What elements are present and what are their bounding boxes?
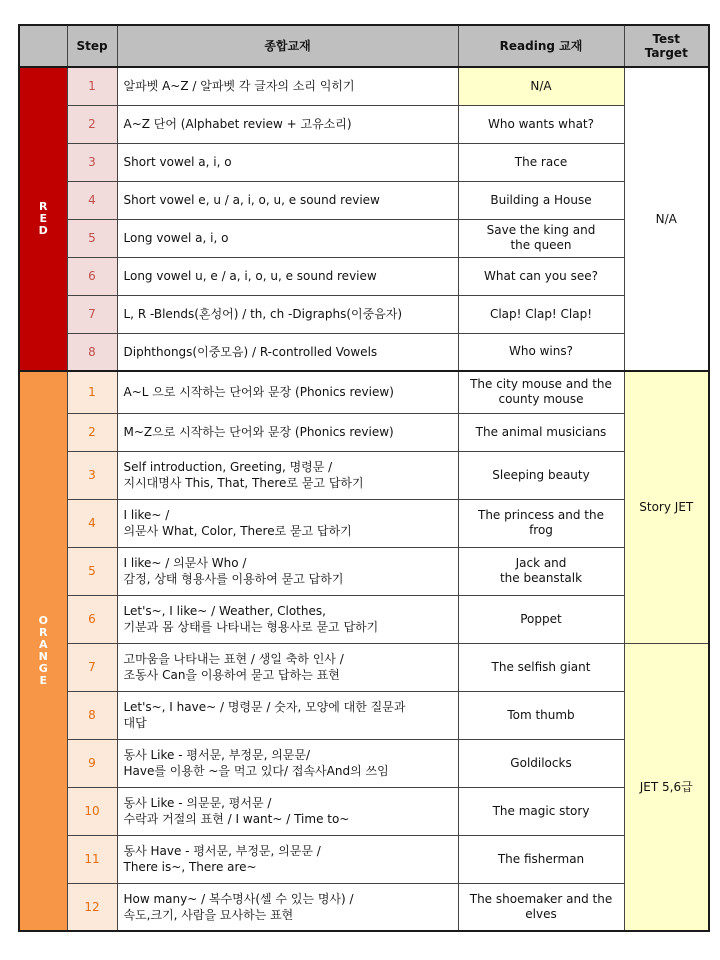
table-row <box>19 883 709 931</box>
step-cell: 2 <box>67 105 117 143</box>
curriculum-table <box>18 24 710 932</box>
step-cell: 2 <box>67 413 117 451</box>
step-cell: 3 <box>67 143 117 181</box>
step-cell: 5 <box>67 547 117 595</box>
topic-cell: Let's~, I have~ / 명령문 / 숫자, 모양에 대한 질문과 대답 <box>117 691 458 739</box>
reading-cell: The shoemaker and the elves <box>458 883 624 931</box>
table-row <box>19 295 709 333</box>
reading-cell: Jack and the beanstalk <box>458 547 624 595</box>
level-label-red: R E D <box>19 67 67 371</box>
table-row <box>19 499 709 547</box>
table-row <box>19 105 709 143</box>
step-cell: 4 <box>67 499 117 547</box>
header-topic: 종합교재 <box>117 25 458 67</box>
table-row <box>19 413 709 451</box>
step-cell: 6 <box>67 257 117 295</box>
topic-cell: Long vowel u, e / a, i, o, u, e sound review <box>117 257 458 295</box>
step-cell: 11 <box>67 835 117 883</box>
reading-cell: Poppet <box>458 595 624 643</box>
topic-cell: L, R -Blends(혼성어) / th, ch -Digraphs(이중음자) <box>117 295 458 333</box>
header-test: Test Target <box>624 25 709 67</box>
test-target-cell: N/A <box>624 67 709 371</box>
reading-cell: Sleeping beauty <box>458 451 624 499</box>
topic-cell: M~Z으로 시작하는 단어와 문장 (Phonics review) <box>117 413 458 451</box>
reading-cell: Goldilocks <box>458 739 624 787</box>
table-row <box>19 595 709 643</box>
table-row <box>19 219 709 257</box>
header-level <box>19 25 67 67</box>
topic-cell: Diphthongs(이중모음) / R-controlled Vowels <box>117 333 458 371</box>
table-row <box>19 451 709 499</box>
reading-cell: Tom thumb <box>458 691 624 739</box>
topic-cell: Let's~, I like~ / Weather, Clothes, 기분과 몸 상태를 나타내는 형용사로 묻고 답하기 <box>117 595 458 643</box>
topic-cell: 동사 Like - 평서문, 부정문, 의문문/ Have를 이용한 ~을 먹고 있다/ 접속사And의 쓰임 <box>117 739 458 787</box>
reading-cell: The selfish giant <box>458 643 624 691</box>
table-row <box>19 739 709 787</box>
topic-cell: I like~ / 의문사 Who / 감정, 상태 형용사를 이용하여 묻고 답하기 <box>117 547 458 595</box>
table-row <box>19 643 709 691</box>
reading-cell: Building a House <box>458 181 624 219</box>
step-cell: 1 <box>67 67 117 105</box>
reading-cell: The city mouse and the county mouse <box>458 371 624 413</box>
step-cell: 10 <box>67 787 117 835</box>
test-target-cell: JET 5,6급 <box>624 643 709 931</box>
reading-cell: The magic story <box>458 787 624 835</box>
step-cell: 9 <box>67 739 117 787</box>
topic-cell: 동사 Have - 평서문, 부정문, 의문문 / There is~, There are~ <box>117 835 458 883</box>
step-cell: 7 <box>67 643 117 691</box>
reading-cell: What can you see? <box>458 257 624 295</box>
topic-cell: 동사 Like - 의문문, 평서문 / 수락과 거절의 표현 / I want~ / Time to~ <box>117 787 458 835</box>
header-row <box>19 25 709 67</box>
topic-cell: How many~ / 복수명사(셀 수 있는 명사) / 속도,크기, 사람을 묘사하는 표현 <box>117 883 458 931</box>
header-step: Step <box>67 25 117 67</box>
topic-cell: I like~ / 의문사 What, Color, There로 묻고 답하기 <box>117 499 458 547</box>
topic-cell: Long vowel a, i, o <box>117 219 458 257</box>
reading-cell: The animal musicians <box>458 413 624 451</box>
topic-cell: A~L 으로 시작하는 단어와 문장 (Phonics review) <box>117 371 458 413</box>
table-row <box>19 333 709 371</box>
step-cell: 8 <box>67 691 117 739</box>
topic-cell: A~Z 단어 (Alphabet review + 고유소리) <box>117 105 458 143</box>
header-reading: Reading 교재 <box>458 25 624 67</box>
step-cell: 6 <box>67 595 117 643</box>
reading-cell: The fisherman <box>458 835 624 883</box>
reading-cell: Clap! Clap! Clap! <box>458 295 624 333</box>
step-cell: 4 <box>67 181 117 219</box>
step-cell: 7 <box>67 295 117 333</box>
curriculum-body <box>19 67 709 931</box>
table-row <box>19 143 709 181</box>
table-row <box>19 547 709 595</box>
reading-cell: Who wins? <box>458 333 624 371</box>
reading-cell: N/A <box>458 67 624 105</box>
step-cell: 5 <box>67 219 117 257</box>
test-target-cell: Story JET <box>624 371 709 643</box>
topic-cell: Self introduction, Greeting, 명령문 / 지시대명사 This, That, There로 묻고 답하기 <box>117 451 458 499</box>
table-row <box>19 371 709 413</box>
step-cell: 1 <box>67 371 117 413</box>
topic-cell: Short vowel a, i, o <box>117 143 458 181</box>
table-row <box>19 787 709 835</box>
table-row <box>19 67 709 105</box>
step-cell: 12 <box>67 883 117 931</box>
topic-cell: 알파벳 A~Z / 알파벳 각 글자의 소리 익히기 <box>117 67 458 105</box>
topic-cell: Short vowel e, u / a, i, o, u, e sound review <box>117 181 458 219</box>
table-row <box>19 257 709 295</box>
reading-cell: Who wants what? <box>458 105 624 143</box>
table-row <box>19 181 709 219</box>
step-cell: 8 <box>67 333 117 371</box>
reading-cell: Save the king and the queen <box>458 219 624 257</box>
reading-cell: The race <box>458 143 624 181</box>
step-cell: 3 <box>67 451 117 499</box>
topic-cell: 고마움을 나타내는 표현 / 생일 축하 인사 / 조동사 Can을 이용하여 묻고 답하는 표현 <box>117 643 458 691</box>
level-label-orange: O R A N G E <box>19 371 67 931</box>
reading-cell: The princess and the frog <box>458 499 624 547</box>
table-row <box>19 835 709 883</box>
table-row <box>19 691 709 739</box>
